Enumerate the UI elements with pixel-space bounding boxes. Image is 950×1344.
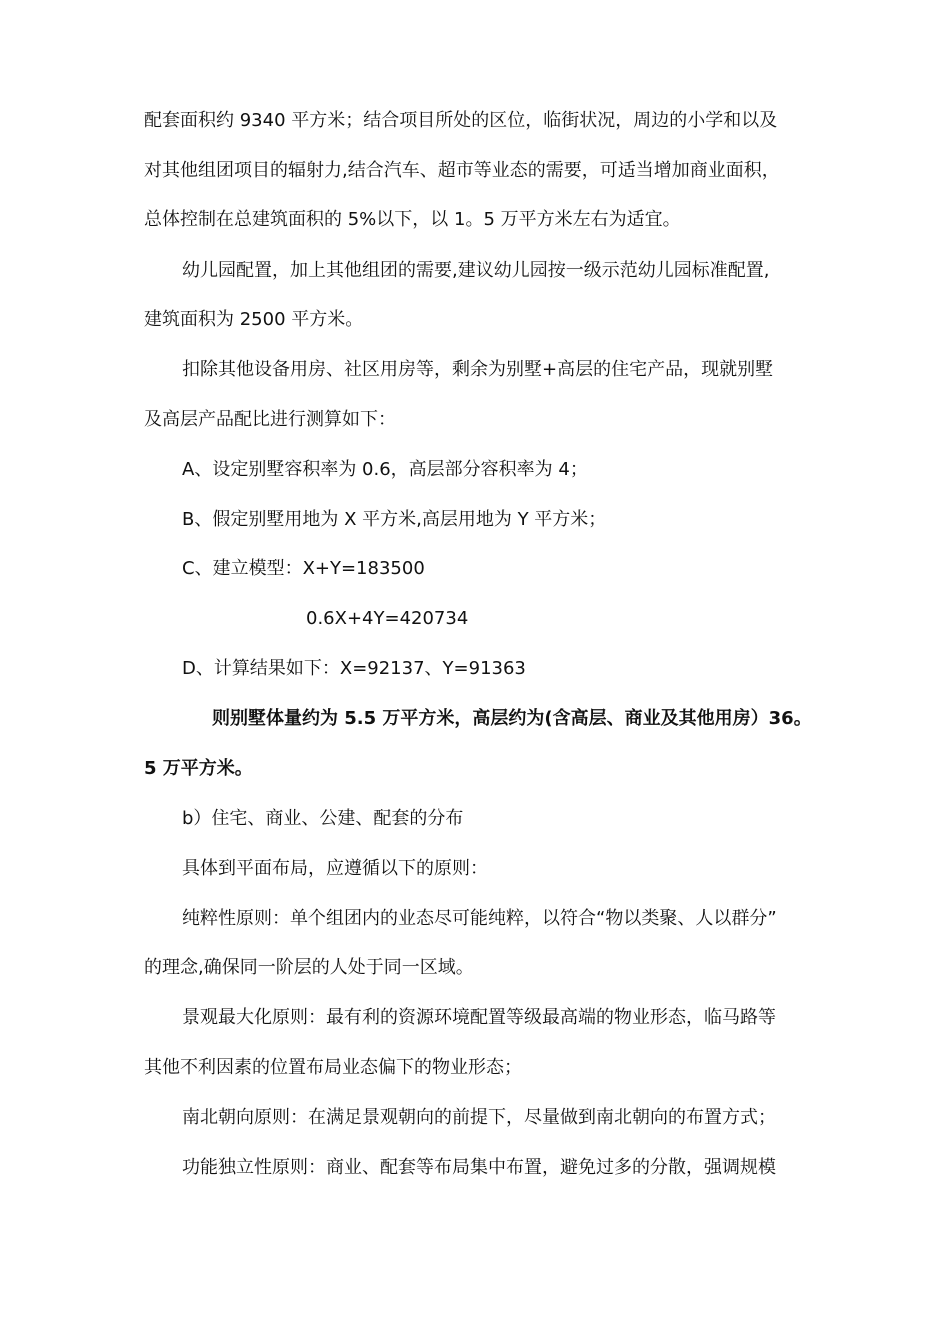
text-line: 纯粹性原则：单个组团内的业态尽可能纯粹，以符合“物以类聚、人以群分” (182, 908, 777, 929)
text-line-bold: 则别墅体量约为 5.5 万平方米，高层约为(含高层、商业及其他用房）36。 (212, 708, 812, 729)
text-line-bold: 5 万平方米。 (144, 758, 253, 779)
text-line: 及高层产品配比进行测算如下： (144, 409, 396, 430)
text-line: B、假定别墅用地为 X 平方米,高层用地为 Y 平方米； (182, 509, 607, 530)
text-line: 的理念,确保同一阶层的人处于同一区域。 (144, 957, 474, 978)
text-line: 具体到平面布局，应遵循以下的原则： (182, 858, 488, 879)
text-line: 其他不利因素的位置布局业态偏下的物业形态； (144, 1057, 522, 1078)
text-line: 对其他组团项目的辐射力,结合汽车、超市等业态的需要，可适当增加商业面积， (144, 160, 780, 181)
text-line: 功能独立性原则：商业、配套等布局集中布置，避免过多的分散，强调规模 (182, 1157, 776, 1178)
text-line: 0.6X+4Y=420734 (306, 608, 469, 629)
text-line: 南北朝向原则：在满足景观朝向的前提下，尽量做到南北朝向的布置方式； (182, 1107, 776, 1128)
text-line: 扣除其他设备用房、社区用房等，剩余为别墅+高层的住宅产品，现就别墅 (182, 359, 774, 380)
text-line: b）住宅、商业、公建、配套的分布 (182, 808, 464, 829)
text-line: 景观最大化原则：最有利的资源环境配置等级最高端的物业形态，临马路等 (182, 1007, 776, 1028)
text-line: 建筑面积为 2500 平方米。 (144, 309, 364, 330)
text-line: A、设定别墅容积率为 0.6，高层部分容积率为 4； (182, 459, 588, 480)
text-line: 总体控制在总建筑面积的 5%以下，以 1。5 万平方米左右为适宜。 (144, 209, 681, 230)
text-line: 配套面积约 9340 平方米；结合项目所处的区位，临街状况，周边的小学和以及 (144, 110, 778, 131)
text-line: D、计算结果如下：X=92137、Y=91363 (182, 658, 526, 679)
text-line: 幼儿园配置，加上其他组团的需要,建议幼儿园按一级示范幼儿园标准配置, (182, 260, 770, 281)
text-line: C、建立模型：X+Y=183500 (182, 558, 425, 579)
